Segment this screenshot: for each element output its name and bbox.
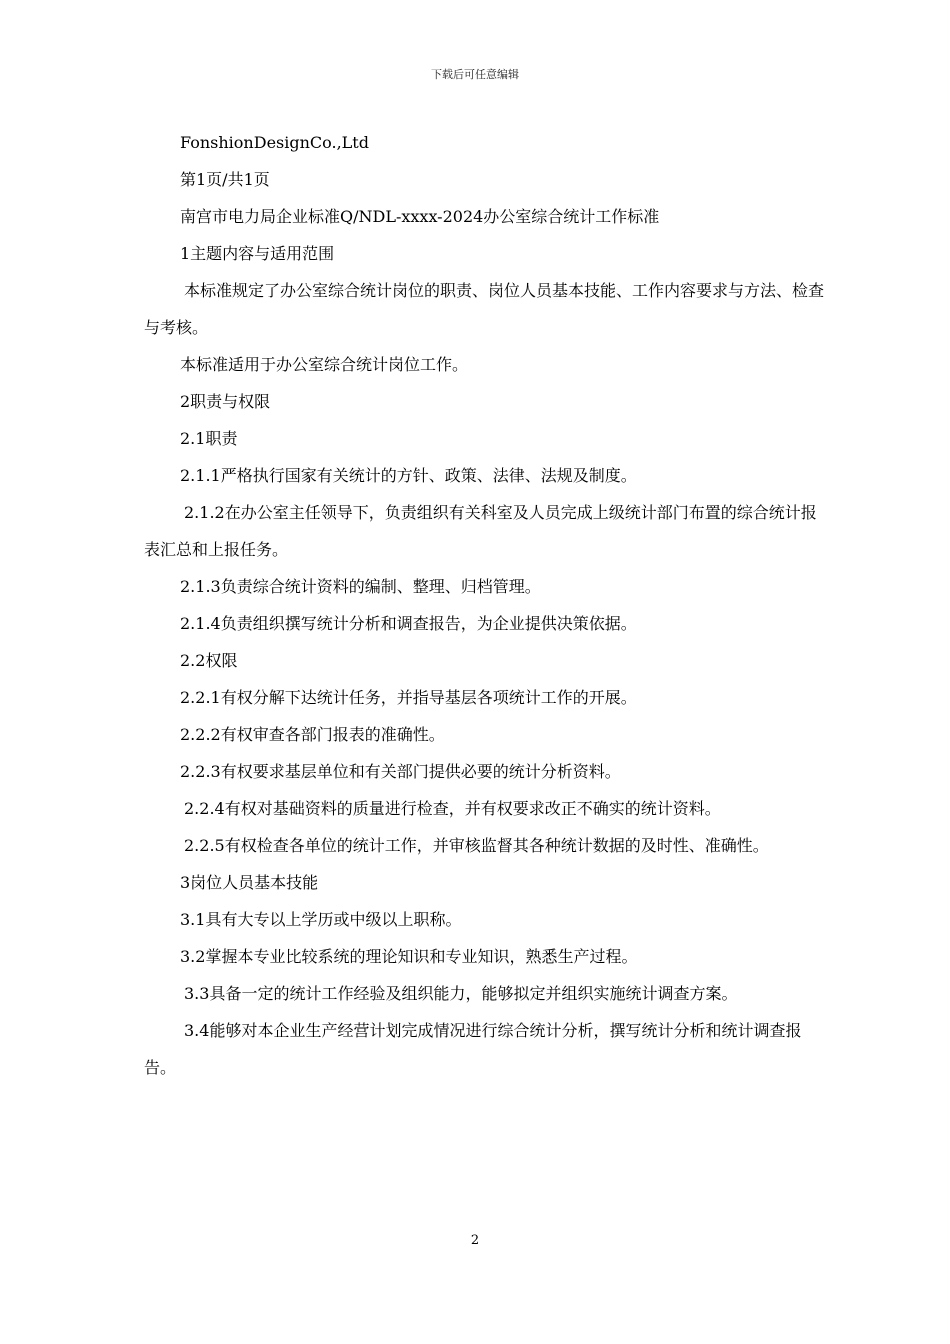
section-heading: 2职责与权限 [180,392,271,411]
paragraph: 本标准适用于办公室综合统计岗位工作。 [180,355,469,374]
list-item: 2.2.5有权检查各单位的统计工作，并审核监督其各种统计数据的及时性、准确性。 [184,836,769,855]
section-heading: 1主题内容与适用范围 [180,244,335,263]
list-item: 2.1.2在办公室主任领导下，负责组织有关科室及人员完成上级统计部门布置的综合统计报表汇总和上报任务。 [144,503,817,559]
document-title: 南宫市电力局企业标准Q/NDL-xxxx-2024办公室综合统计工作标准 [180,207,660,226]
list-item: 3.4能够对本企业生产经营计划完成情况进行综合统计分析，撰写统计分析和统计调查报告。 [144,1021,802,1077]
list-item: 3.1具有大专以上学历或中级以上职称。 [180,910,462,929]
page-number: 2 [470,1233,480,1248]
list-item: 2.2.4有权对基础资料的质量进行检查，并有权要求改正不确实的统计资料。 [184,799,721,818]
document-body [144,124,824,1086]
company-name: FonshionDesignCo.,Ltd [180,133,369,152]
list-item: 3.2掌握本专业比较系统的理论知识和专业知识，熟悉生产过程。 [180,947,638,966]
subsection-heading: 2.1职责 [180,429,238,448]
page-header: 下载后可任意编辑 [431,68,519,81]
list-item: 2.2.3有权要求基层单位和有关部门提供必要的统计分析资料。 [180,762,621,781]
list-item: 2.2.2有权审查各部门报表的准确性。 [180,725,445,744]
list-item: 2.1.1严格执行国家有关统计的方针、政策、法律、法规及制度。 [180,466,637,485]
paragraph: 本标准规定了办公室综合统计岗位的职责、岗位人员基本技能、工作内容要求与方法、检查与考核。 [144,281,825,337]
page-count: 第1页/共1页 [180,170,270,189]
list-item: 2.1.3负责综合统计资料的编制、整理、归档管理。 [180,577,541,596]
list-item: 3.3具备一定的统计工作经验及组织能力，能够拟定并组织实施统计调查方案。 [184,984,738,1003]
list-item: 2.2.1有权分解下达统计任务，并指导基层各项统计工作的开展。 [180,688,637,707]
list-item: 2.1.4负责组织撰写统计分析和调查报告，为企业提供决策依据。 [180,614,637,633]
section-heading: 3岗位人员基本技能 [180,873,319,892]
subsection-heading: 2.2权限 [180,651,238,670]
